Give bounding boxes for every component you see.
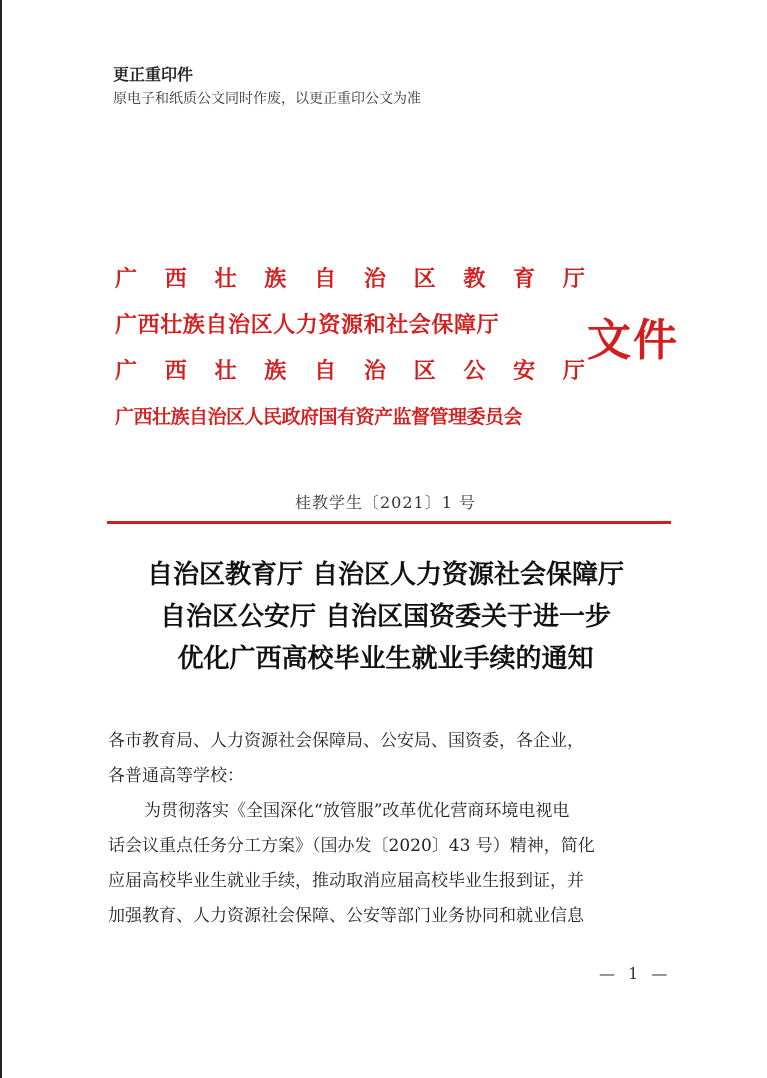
addressee-line-2: 各普通高等学校： xyxy=(108,766,244,786)
issuer-state-assets-commission: 广西壮族自治区人民政府国有资产监督管理委员会 xyxy=(115,406,523,428)
issuer-char: 治 xyxy=(363,358,386,384)
document-title xyxy=(2,554,767,680)
issuer-char: 厅 xyxy=(562,266,585,292)
issuer-char: 厅 xyxy=(562,358,585,384)
issuer-char: 公 xyxy=(463,358,486,384)
correction-notice-title: 更正重印件 xyxy=(113,65,194,84)
document-body xyxy=(108,724,674,934)
body-line-2: 话会议重点任务分工方案》（国办发〔2020〕43 号）精神，简化 xyxy=(108,836,595,856)
issuer-char: 壮 xyxy=(214,266,237,292)
document-mark: 文件 xyxy=(587,315,679,366)
issuer-char: 育 xyxy=(513,266,536,292)
document-number: 桂教学生〔2021〕1 号 xyxy=(295,493,476,512)
title-line-1: 自治区教育厅 自治区人力资源社会保障厅 xyxy=(146,560,625,590)
body-line-1: 为贯彻落实《全国深化“放管服”改革优化营商环境电视电 xyxy=(144,801,570,821)
issuer-char: 壮 xyxy=(214,358,237,384)
title-line-3: 优化广西高校毕业生就业手续的通知 xyxy=(177,644,594,674)
addressee-line-1: 各市教育局、人力资源社会保障局、公安局、国资委，各企业， xyxy=(108,731,584,751)
issuer-char: 西 xyxy=(164,266,187,292)
issuer-char: 广 xyxy=(115,266,138,292)
issuer-char: 治 xyxy=(363,266,386,292)
issuer-char: 安 xyxy=(513,358,536,384)
issuer-char: 广 xyxy=(115,358,138,384)
issuing-authorities xyxy=(115,262,585,446)
correction-notice-text: 原电子和纸质公文同时作废，以更正重印公文为准 xyxy=(113,91,421,107)
issuer-char: 教 xyxy=(463,266,486,292)
body-line-4: 加强教育、人力资源社会保障、公安等部门业务协同和就业信息 xyxy=(108,906,584,926)
body-line-3: 应届高校毕业生就业手续，推动取消应届高校毕业生报到证，并 xyxy=(108,871,584,891)
issuer-education-dept xyxy=(115,262,585,308)
issuer-char: 区 xyxy=(413,358,436,384)
issuer-char: 西 xyxy=(164,358,187,384)
issuer-char: 族 xyxy=(264,358,287,384)
issuer-char: 自 xyxy=(314,358,337,384)
issuer-hr-social-security-dept: 广西壮族自治区人力资源和社会保障厅 xyxy=(115,312,500,338)
title-line-2: 自治区公安厅 自治区国资委关于进一步 xyxy=(159,602,612,632)
red-separator-line xyxy=(107,521,671,524)
issuer-char: 自 xyxy=(314,266,337,292)
page-number: — 1 — xyxy=(599,964,672,983)
issuer-char: 区 xyxy=(413,266,436,292)
issuer-char: 族 xyxy=(264,266,287,292)
correction-notice xyxy=(113,64,421,110)
issuer-public-security-dept xyxy=(115,354,585,400)
